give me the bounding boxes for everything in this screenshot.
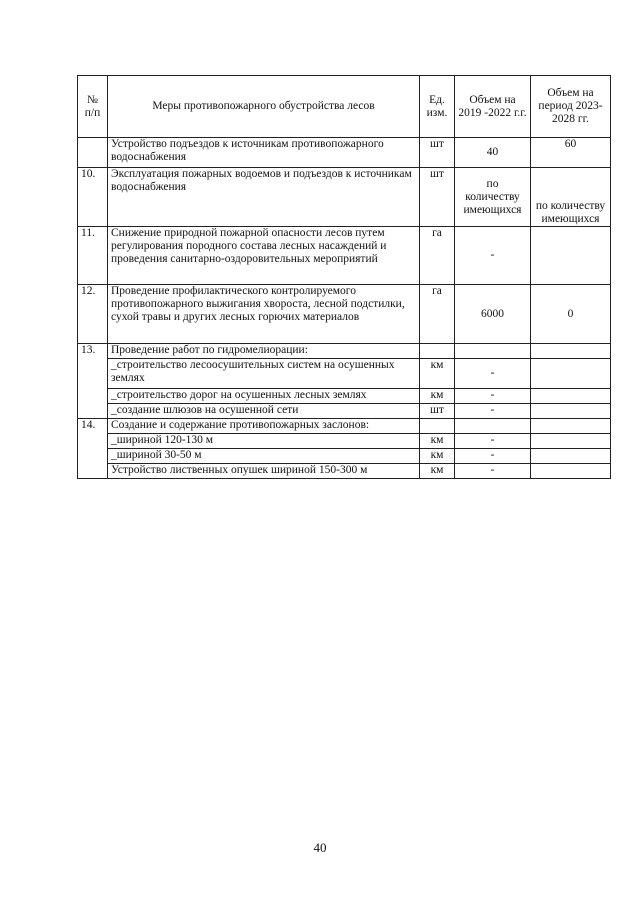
table-row [78,389,611,404]
volume-2023-cell [531,404,611,419]
measure-text: Устройство подъездов к источникам противопожарного водоснабжения [108,138,420,168]
volume-2019-cell [455,419,531,434]
volume-2019-cell: - [455,464,531,479]
unit-cell: км [420,434,455,449]
measure-text: Создание и содержание противопожарных заслонов: [108,419,420,434]
volume-2019-cell: - [455,227,531,285]
col-header-volume-2023: Объем на период 2023-2028 гг. [531,76,611,138]
unit-cell [420,419,455,434]
col-header-volume-2019: Объем на 2019 -2022 г.г. [455,76,531,138]
volume-2023-cell: 60 [531,138,611,168]
unit-cell: км [420,359,455,389]
volume-2023-cell [531,449,611,464]
volume-2023-cell [531,359,611,389]
table-row [78,419,611,434]
volume-2023-cell [531,434,611,449]
unit-cell: км [420,449,455,464]
measure-text: Проведение профилактического контролируемого противопожарного выжигания хвороста, лесной подстилки, сухой травы и других лесных горючих материалов [108,285,420,344]
table-row [78,434,611,449]
table-row [78,344,611,359]
unit-cell: шт [420,138,455,168]
row-num: 12. [78,285,108,344]
page-number: 40 [313,840,327,855]
volume-2019-cell: по количеству имеющихся [455,168,531,227]
measure-text: Снижение природной пожарной опасности лесов путем регулирования породного состава лесных насаждений и проведения санитарно-оздоровительных мероприятий [108,227,420,285]
volume-2023-cell: 0 [531,285,611,344]
measure-text: _строительство дорог на осушенных лесных землях [108,389,420,404]
volume-2019-cell [455,344,531,359]
row-num: 10. [78,168,108,227]
volume-2023-cell [531,389,611,404]
volume-2019-cell: - [455,389,531,404]
volume-2019-cell: - [455,404,531,419]
measure-text: Проведение работ по гидромелиорации: [108,344,420,359]
volume-2023-cell: по количеству имеющихся [531,168,611,227]
volume-2019-cell: 40 [455,138,531,168]
table-row [78,359,611,389]
table-row [78,227,611,285]
table-row [78,138,611,168]
measure-text: _шириной 30-50 м [108,449,420,464]
volume-2023-cell [531,344,611,359]
table-row [78,404,611,419]
volume-2019-cell: - [455,359,531,389]
unit-cell: шт [420,168,455,227]
volume-2019-cell: 6000 [455,285,531,344]
measure-text: _строительство лесоосушительных систем на осушенных землях [108,359,420,389]
volume-2023-cell [531,419,611,434]
row-num: 14. [78,419,108,479]
unit-cell: га [420,285,455,344]
header-row [78,76,611,138]
measure-text: _шириной 120-130 м [108,434,420,449]
col-header-num: № п/п [78,76,108,138]
volume-2019-cell: - [455,434,531,449]
table-row [78,285,611,344]
unit-cell: шт [420,404,455,419]
unit-cell: га [420,227,455,285]
fire-measures-table [77,75,611,479]
table-row [78,168,611,227]
table-row [78,464,611,479]
measure-text: _создание шлюзов на осушенной сети [108,404,420,419]
unit-cell: км [420,464,455,479]
measure-text: Эксплуатация пожарных водоемов и подъездов к источникам водоснабжения [108,168,420,227]
row-num [78,138,108,168]
row-num: 11. [78,227,108,285]
unit-cell [420,344,455,359]
table-row [78,449,611,464]
measure-text: Устройство лиственных опушек шириной 150-300 м [108,464,420,479]
volume-2019-cell: - [455,449,531,464]
row-num: 13. [78,344,108,419]
col-header-measures: Меры противопожарного обустройства лесов [108,76,420,138]
col-header-unit: Ед. изм. [420,76,455,138]
volume-2023-cell [531,227,611,285]
unit-cell: км [420,389,455,404]
volume-2023-cell [531,464,611,479]
